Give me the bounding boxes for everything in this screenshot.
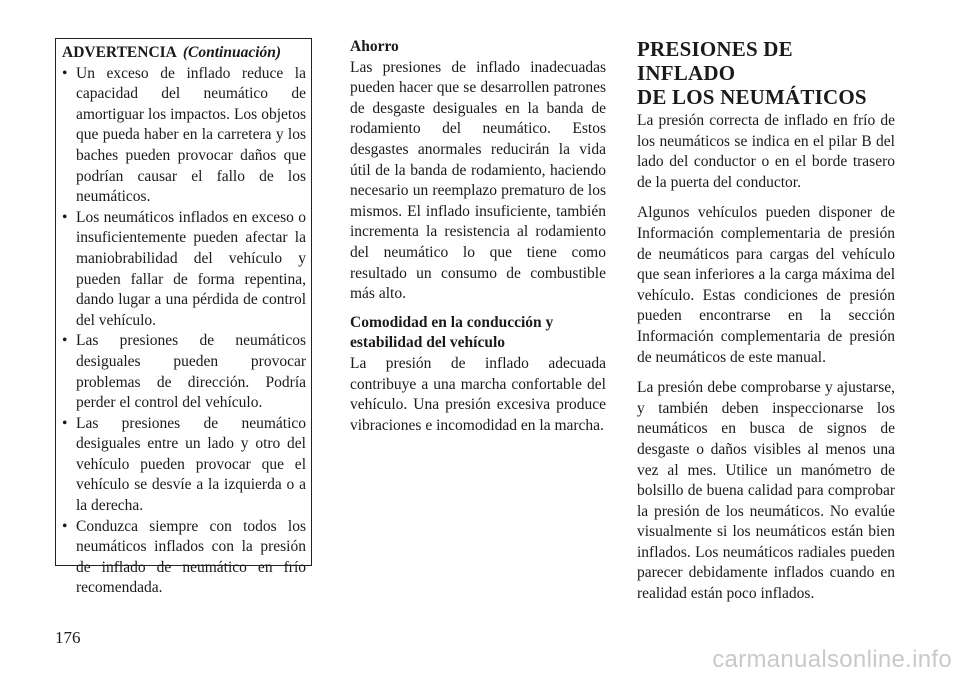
warning-continuation: (Continuación)	[182, 44, 282, 61]
paragraph: Algunos vehículos pueden disponer de Información complementaria de presión de neumáticos para cargas del vehículo que sean inferiores a la carga máxima del vehículo. Estas condiciones de presión pueden encontrarse en la sección Información complementaria de presión de neumáticos de este manual.	[637, 204, 895, 366]
bullet-icon: •	[62, 64, 68, 82]
watermark: carmanualsonline.info	[712, 646, 952, 673]
section-title-line1: PRESIONES DE INFLADO	[637, 37, 793, 85]
warning-item-text: Las presiones de neumáticos desiguales pueden provocar problemas de dirección. Podría perder el control del vehículo.	[76, 332, 306, 412]
page-number: 176	[55, 628, 81, 647]
bullet-icon: •	[62, 332, 68, 350]
comfort-heading-line2: estabilidad del vehículo	[350, 334, 506, 352]
section-title-line2: DE LOS NEUMÁTICOS	[637, 85, 867, 109]
savings-heading: Ahorro	[350, 38, 399, 55]
warning-heading	[62, 43, 306, 64]
warning-item-text: Los neumáticos inflados en exceso o insuficientemente pueden afectar la maniobrabilidad del vehículo y pueden fallar de forma repentina, dando lugar a una pérdida de control del vehículo.	[76, 208, 306, 329]
comfort-heading	[350, 313, 606, 354]
section-title	[637, 37, 895, 109]
warning-item-text: Un exceso de inflado reduce la capacidad del neumático de amortiguar los impactos. Los objetos que pueda haber en la carretera y los baches pueden provocar daños que podrían causar el fallo de los neumáticos.	[76, 64, 306, 206]
middle-column	[350, 37, 606, 436]
warning-item	[62, 208, 306, 332]
comfort-body: La presión de inflado adecuada contribuye a una marcha confortable del vehículo. Una presión excesiva produce vibraciones e incomodidad en la marcha.	[350, 354, 606, 434]
warning-item	[62, 331, 306, 413]
warning-box	[55, 38, 312, 597]
comfort-heading-line1: Comodidad en la conducción y	[350, 313, 554, 331]
paragraph: La presión debe comprobarse y ajustarse, y también deben inspeccionarse los neumáticos en busca de signos de desgaste o daños visibles al menos una vez al mes. Utilice un manómetro de bolsillo de buena calidad para comprobar la presión de los neumáticos. No evalúe visualmente si los neumáticos están bien inflados. Los neumáticos radiales pueden parecer debidamente inflados cuando en realidad están poco inflados.	[637, 379, 895, 603]
bullet-icon: •	[62, 208, 68, 226]
warning-item	[62, 517, 306, 599]
warning-item	[62, 414, 306, 517]
warning-item-text: Conduzca siempre con todos los neumáticos inflados con la presión de inflado de neumático en frío recomendada.	[76, 517, 306, 597]
paragraph: La presión correcta de inflado en frío de los neumáticos se indica en el pilar B del lado del conductor o en el borde trasero de la puerta del conductor.	[637, 112, 895, 191]
warning-item-text: Las presiones de neumático desiguales entre un lado y otro del vehículo pueden provocar que el vehículo se desvíe a la izquierda o a la derecha.	[76, 414, 306, 515]
warning-title: ADVERTENCIA	[62, 44, 177, 61]
warning-list	[62, 64, 306, 599]
bullet-icon: •	[62, 517, 68, 535]
warning-item	[62, 64, 306, 208]
right-column	[637, 37, 895, 615]
bullet-icon: •	[62, 414, 68, 432]
savings-body: Las presiones de inflado inadecuadas pueden hacer que se desarrollen patrones de desgaste desiguales en la banda de rodamiento del neumático. Estos desgastes anormales reducirán la vida útil de la banda de rodamiento, haciendo necesario un reemplazo prematuro de los mismos. El inflado insuficiente, también incrementa la resistencia al rodamiento del neumático lo que tiene como resultado un consumo de combustible más alto.	[350, 58, 606, 303]
